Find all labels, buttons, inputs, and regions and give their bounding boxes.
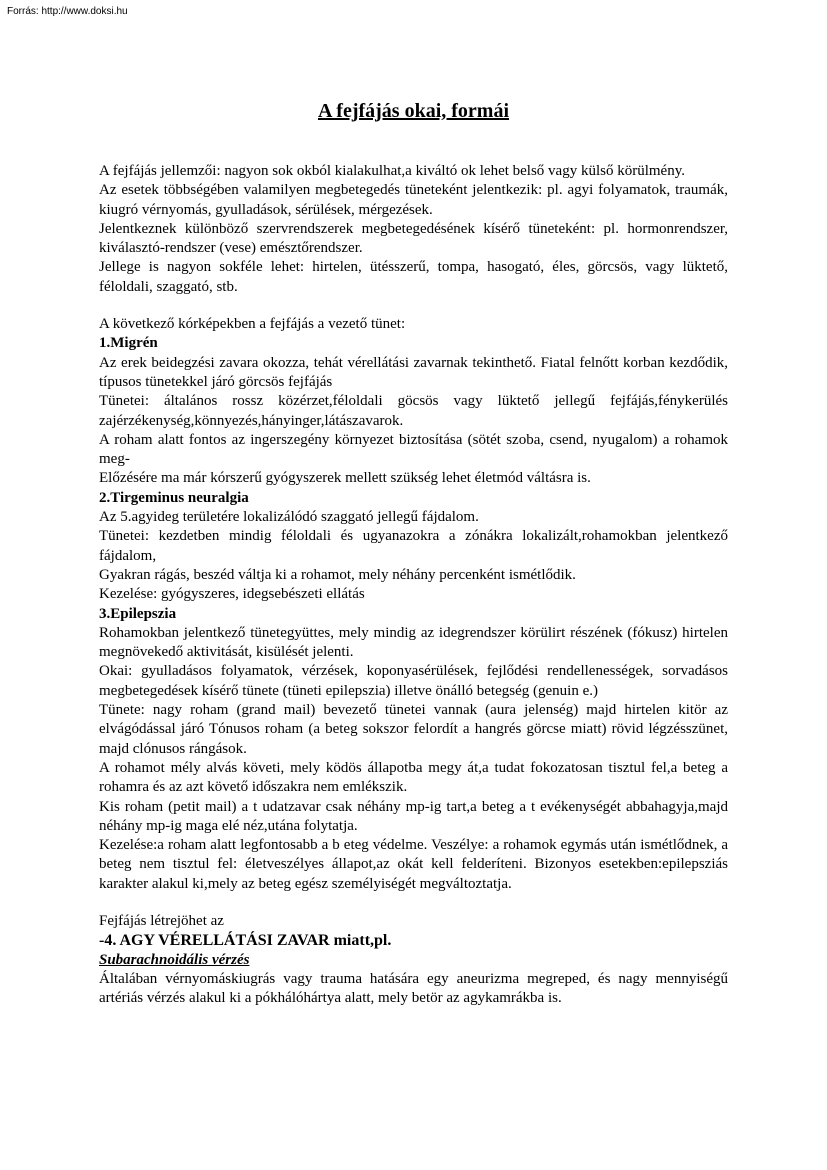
lead-sentence: A következő kórképekben a fejfájás a vezető tünet:	[99, 316, 406, 333]
closing-heading: -4. AGY VÉRELLÁTÁSI ZAVAR miatt,pl.	[99, 932, 392, 950]
source-line: Forrás: http://www.doksi.hu	[7, 6, 128, 17]
section-paragraph: A rohamot mély alvás követi, mely ködös állapotba megy át,a tudat fokozatosan tisztul fel,a beteg a rohamra és az azt követő időszakra nem emlékszik.	[99, 759, 728, 796]
section-paragraph: Kis roham (petit mail) a t udatzavar csak néhány mp-ig tart,a beteg a t evékenységét abbahagyja,majd néhány mp-ig maga elé néz,utána folytatja.	[99, 798, 728, 834]
closing-subheading: Subarachnoidális vérzés	[99, 951, 250, 968]
spacer	[99, 297, 728, 315]
intro-paragraph: Jellege is nagyon sokféle lehet: hirtelen, ütésszerű, tompa, hasogató, éles, görcsös, vagy lüktető, féloldali, szaggató, stb.	[99, 259, 728, 295]
spacer	[99, 894, 728, 912]
closing-lead: Fejfájás létrejöhet az	[99, 912, 224, 929]
section-paragraph: Előzésére ma már kórszerű gyógyszerek mellett szükség lehet életmód váltásra is.	[99, 470, 591, 487]
section-paragraph: Tünetei: általános rossz közérzet,féloldali göcsös vagy lüktető jellegű fejfájás,fénykerülés zajérzékenység,könnyezés,hányinger,látászavarok.	[99, 393, 728, 429]
document-body	[99, 162, 728, 1008]
section-paragraph: A roham alatt fontos az ingerszegény környezet biztosítása (sötét szoba, csend, nyugalom) a rohamok meg-	[99, 431, 728, 468]
intro-paragraph: Jelentkeznek különböző szervrendszerek megbetegedésének kísérő tüneteként: pl. hormonrendszer, kiválasztó-rendszer (vese) emésztőrendszer.	[99, 220, 728, 257]
section-heading-epilepszia: 3.Epilepszia	[99, 605, 177, 622]
intro-paragraph: A fejfájás jellemzői: nagyon sok okból kialakulhat,a kiváltó ok lehet belső vagy külső körülmény.	[99, 163, 685, 179]
section-heading-neuralgia: 2.Tirgeminus neuralgia	[99, 489, 249, 506]
section-paragraph: Okai: gyulladásos folyamatok, vérzések, koponyasérülések, fejlődési rendellenességek, sorvadásos megbetegedések kísérő tünete (tüneti epilepszia) illetve önálló betegség (genuin e.)	[99, 663, 728, 699]
page-title: A fejfájás okai, formái	[317, 100, 510, 122]
section-paragraph: Tünete: nagy roham (grand mail) bevezető tünetei vannak (aura jelenség) majd hirtelen kitör az elvágódással járó Tónusos roham (a beteg sokszor felordít a hangrés görcse miatt) rövid légzésszünet, majd clónusos rángások.	[99, 702, 728, 757]
section-paragraph: Az 5.agyideg területére lokalizálódó szaggató jellegű fájdalom.	[99, 509, 479, 526]
section-paragraph: Kezelése: gyógyszeres, idegsebészeti ellátás	[99, 586, 365, 603]
closing-paragraph: Általában vérnyomáskiugrás vagy trauma hatására egy aneurizma megreped, és nagy mennyiségű artériás vérzés alakul ki a pókhálóhártya alatt, mely betör az agykamrákba is.	[99, 970, 728, 1007]
section-paragraph: Az erek beidegzési zavara okozza, tehát vérellátási zavarnak tekinthető. Fiatal felnőtt korban kezdődik, típusos tünetekkel járó görcsös fejfájás	[99, 354, 728, 390]
section-paragraph: Kezelése:a roham alatt legfontosabb a b eteg védelme. Veszélye: a rohamok egymás után ismétlődnek, a beteg nem tisztul fel: életveszélyes állapot,az okát kell felderíteni. Bizonyos esetekben:epilepsziás karakter alakul ki,mely az beteg egész személyiségét megváltoztatja.	[99, 837, 728, 892]
intro-paragraph: Az esetek többségében valamilyen megbetegedés tüneteként jelentkezik: pl. agyi folyamatok, traumák, kiugró vérnyomás, gyulladások, sérülések, mérgezések.	[99, 182, 728, 218]
section-paragraph: Tünetei: kezdetben mindig féloldali és ugyanazokra a zónákra lokalizált,rohamokban jelentkező fájdalom,	[99, 528, 728, 564]
section-heading-migren: 1.Migrén	[99, 335, 158, 352]
section-paragraph: Rohamokban jelentkező tünetegyüttes, mely mindig az idegrendszer körülirt részének (fókusz) hirtelen megnövekedő aktivitását, kisülését jelenti.	[99, 624, 728, 661]
section-paragraph: Gyakran rágás, beszéd váltja ki a rohamot, mely néhány percenként ismétlődik.	[99, 566, 576, 583]
